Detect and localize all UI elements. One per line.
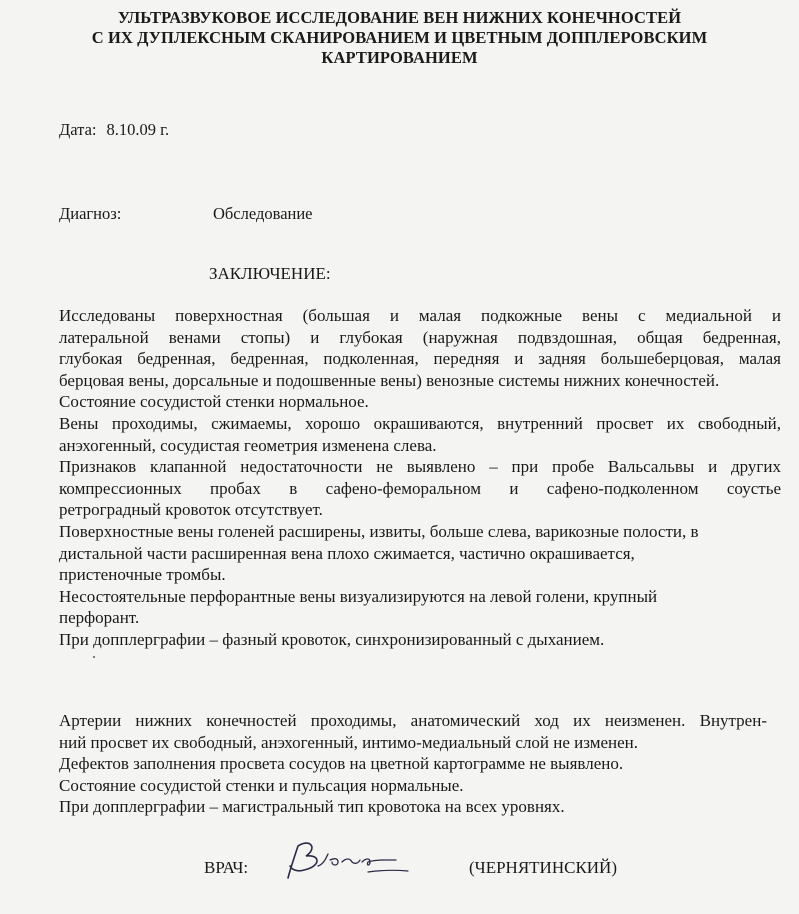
title-line-3: КАРТИРОВАНИЕМ (321, 48, 478, 67)
date-value: 8.10.09 г. (106, 120, 170, 139)
title-line-1: УЛЬТРАЗВУКОВОЕ ИССЛЕДОВАНИЕ ВЕН НИЖНИХ КОНЕЧНОСТЕЙ (117, 8, 682, 27)
veins-line: глубокая бедренная, бедренная, подколенная, передняя и задняя большеберцовая, малая (59, 349, 781, 369)
stray-mark (93, 656, 95, 658)
veins-line: При допплерграфии – фазный кровоток, синхронизированный с дыханием. (59, 629, 605, 649)
doctor-name: (ЧЕРНЯТИНСКИЙ) (469, 858, 617, 877)
veins-line: Состояние сосудистой стенки нормальное. (59, 392, 369, 412)
arteries-line: ний просвет их свободный, анэхогенный, интимо-медиальный слой не изменен. (59, 732, 639, 752)
veins-line: дистальной части расширенная вена плохо сжимается, частично окрашивается, (59, 543, 635, 563)
veins-line: Вены проходимы, сжимаемы, хорошо окрашиваются, внутренний просвет их свободный, (59, 413, 781, 433)
arteries-line: Артерии нижних конечностей проходимы, анатомический ход их неизменен. Внутрен- (59, 711, 767, 730)
diagnosis-value: Обследование (213, 204, 313, 223)
date-row (59, 120, 169, 140)
veins-line: перфорант. (59, 608, 140, 628)
title-line-2: С ИХ ДУПЛЕКСНЫМ СКАНИРОВАНИЕМ И ЦВЕТНЫМ ДОППЛЕРОВСКИМ (91, 28, 708, 47)
veins-line: Признаков клапанной недостаточности не выявлено – при пробе Вальсальвы и других (59, 457, 781, 477)
arteries-line: Состояние сосудистой стенки и пульсация нормальные. (59, 775, 464, 795)
document-title (0, 8, 799, 68)
conclusion-heading: ЗАКЛЮЧЕНИЕ: (209, 264, 331, 283)
veins-line: ретроградный кровоток отсутствует. (59, 500, 323, 520)
veins-section (59, 305, 781, 651)
doctor-signature (284, 834, 434, 884)
veins-line: пристеночные тромбы. (59, 565, 226, 585)
arteries-line: Дефектов заполнения просвета сосудов на цветной картограмме не выявлено. (59, 754, 624, 774)
veins-line: Поверхностные вены голеней расширены, извиты, больше слева, варикозные полости, в (59, 521, 699, 541)
veins-line: берцовая вены, дорсальные и подошвенные вены) венозные системы нижних конечностей. (59, 370, 720, 390)
veins-line: компрессионных пробах в сафено-феморальном и сафено-подколенном соустье (59, 478, 781, 498)
date-label: Дата: (59, 120, 97, 139)
veins-line: Исследованы поверхностная (большая и малая подкожные вены с медиальной и (59, 306, 781, 325)
doctor-label: ВРАЧ: (204, 858, 249, 877)
veins-line: Несостоятельные перфорантные вены визуализируются на левой голени, крупный (59, 586, 658, 606)
veins-line: латеральной венами стопы) и глубокая (наружная подвздошная, общая бедренная, (59, 327, 781, 347)
veins-line: анэхогенный, сосудистая геометрия изменена слева. (59, 435, 437, 455)
diagnosis-label: Диагноз: (59, 204, 122, 223)
arteries-line: При допплерграфии – магистральный тип кровотока на всех уровнях. (59, 797, 565, 817)
arteries-section (59, 710, 767, 818)
